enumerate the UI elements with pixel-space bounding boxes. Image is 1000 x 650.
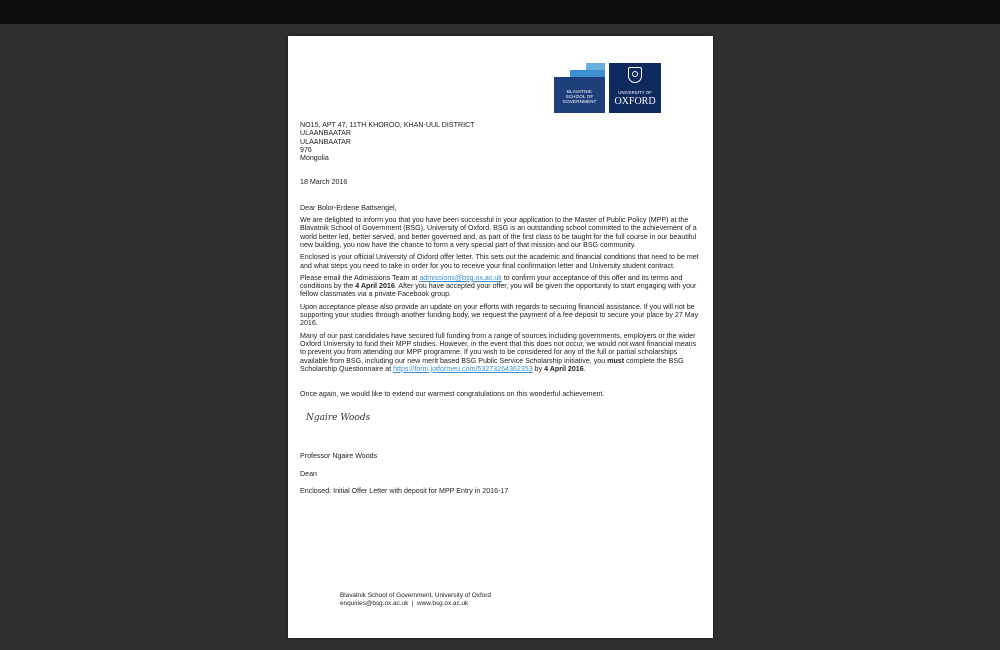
paragraph-funding-update: Upon acceptance please also provide an update on your efforts with regards to securing financial assistance. If you will not be supporting your studies through another funding body, we request the payment of a fee deposit to secure your place by 27 May 2016. — [300, 302, 699, 328]
footer-contacts: enquiries@bsg.ox.ac.uk | www.bsg.ox.ac.uk — [340, 600, 469, 608]
paragraph-offer-letter: Enclosed is your official University of Oxford offer letter. This sets out the academic and financial conditions that need to be met and what steps you need to take in order for you to receive your final confirmation letter and University student contract. — [300, 253, 699, 270]
letter-footer — [340, 592, 660, 609]
salutation: Dear Bolor-Erdene Battsengel, — [300, 203, 397, 212]
paragraph-acceptance: Please email the Admissions Team at admissions@bsg.ox.ac.uk to confirm your acceptance of this offer and its terms and conditions by the 4 April 2016. After you have accepted your offer, you will be given the opportunity to start engaging with your fellow classmates via a private Facebook group. — [300, 273, 697, 299]
address-line: ULAANBAATAR — [300, 137, 351, 146]
address-line: Mongolia — [300, 154, 329, 163]
header-logos — [554, 63, 661, 113]
signer-name: Professor Ngaire Woods — [300, 452, 378, 461]
viewer-top-bar — [0, 0, 1000, 24]
scholarship-deadline: 4 April 2016 — [544, 364, 584, 373]
footer-institution: Blavatnik School of Government, University of Oxford — [340, 592, 491, 599]
recipient-address — [300, 121, 703, 162]
letter-date: 18 March 2016 — [300, 178, 348, 187]
oxford-logo-small: UNIVERSITY OF — [618, 90, 652, 95]
oxford-crest-icon — [628, 67, 642, 83]
paragraph-scholarship: Many of our past candidates have secured full funding from a range of sources including governments, employers or the wider Oxford University to fund their MPP studies. However, in the event that this does not occur, we would not want financial means to prevent you from attending our MPP programme. If you wish to be considered for any of the full or partial scholarships available from BSG, including our new merit based BSG Public Service Scholarship initiative, you must complete the BSG Scholarship Questionnaire at https://form.jotformeu.com/53273264362353 by 4 April 2016. — [300, 331, 697, 373]
paragraph-intro: We are delighted to inform you that you have been successful in your application to the Master of Public Policy (MPP) at the Blavatnik School of Government (BSG), University of Oxford. BSG is an outstanding school committed to the achievement of a world better led, better served, and better governed and, as part of the first class to be taught for the full course in our beautiful new building, you now have the chance to form a very special part of that mission and our BSG community. — [300, 216, 697, 249]
oxford-logo — [609, 63, 661, 113]
bsg-logo-line: SCHOOL OF — [565, 94, 594, 100]
signer-role: Dean — [300, 469, 317, 478]
oxford-logo-big: OXFORD — [614, 96, 656, 107]
enclosure-note: Enclosed: Initial Offer Letter with deposit for MPP Entry in 2016-17 — [300, 487, 509, 496]
closing-sentence: Once again, we would like to extend our warmest congratulations on this wonderful achievement. — [300, 390, 605, 399]
blavatnik-logo — [554, 63, 605, 113]
letter-body — [300, 121, 703, 495]
handwritten-signature: Ngaire Woods — [306, 413, 371, 424]
address-line: ULAANBAATAR — [300, 129, 351, 138]
letter-page — [288, 36, 713, 638]
address-line: NO15, APT 47, 11TH KHOROO, KHAN-UUL DISTRICT — [300, 121, 475, 129]
address-line: 976 — [300, 145, 312, 154]
admissions-email-link[interactable]: admissions@bsg.ox.ac.uk — [419, 273, 502, 282]
scholarship-form-link[interactable]: https://form.jotformeu.com/53273264362353 — [393, 364, 533, 373]
acceptance-deadline: 4 April 2016 — [355, 282, 395, 291]
bsg-logo-line: BLAVATNIK — [566, 89, 593, 94]
bsg-logo-line: GOVERNMENT — [562, 99, 597, 105]
